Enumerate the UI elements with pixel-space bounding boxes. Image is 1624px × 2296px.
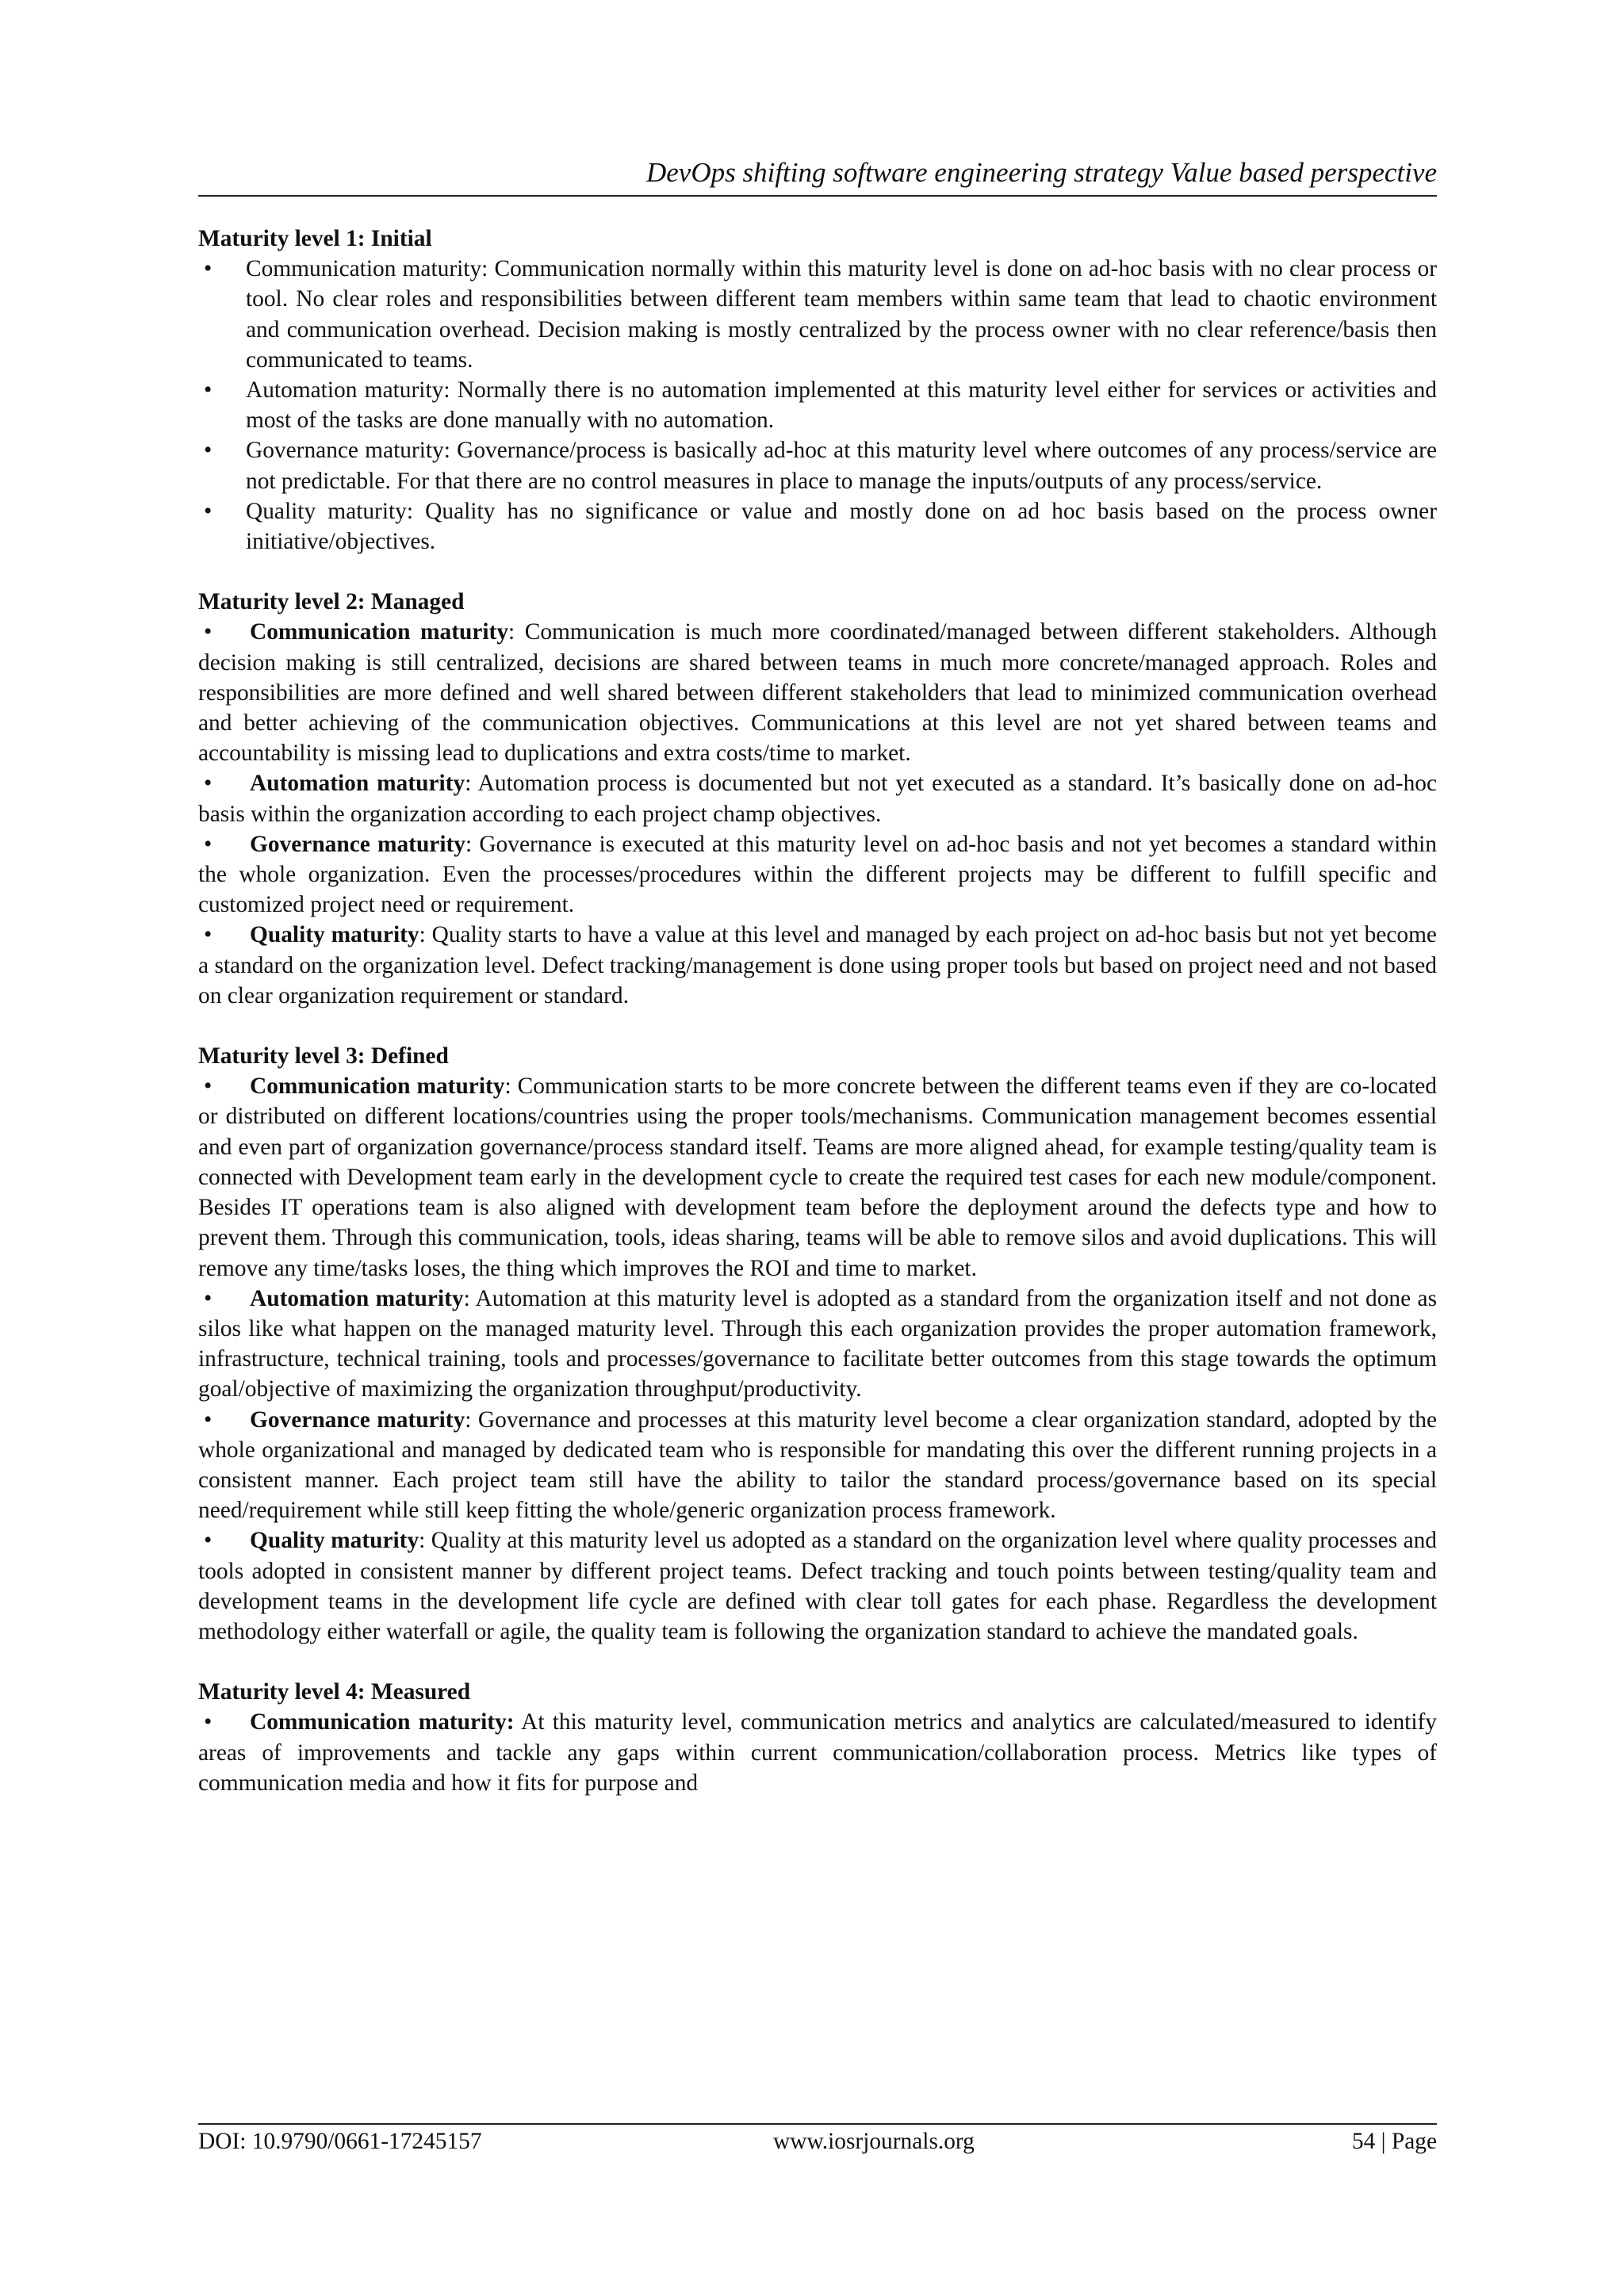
item-text: : Quality at this maturity level us adopted as a standard on the organization level where quality processes and tools adopted in consistent manner by different project teams. Defect tracking and touch points between testing/quality team and development teams in the development life cycle are defined with clear toll gates for each phase. Regardless the development methodology either waterfall or agile, the quality team is following the organization standard to achieve the mandated goals. xyxy=(198,1528,1438,1644)
list-item xyxy=(198,617,1437,768)
item-lead: Governance maturity xyxy=(250,831,465,857)
bullet-list xyxy=(198,254,1437,557)
bullet-icon: • xyxy=(204,438,213,464)
item-text: : Governance is executed at this maturity level on ad-hoc basis and not yet becomes a standard within the whole organization. Even the processes/procedures within the different projects may be different to fulfill specific and customized project need or requirement. xyxy=(198,831,1437,918)
item-text: : Quality starts to have a value at this level and managed by each project on ad-hoc basis but not yet become a standard on the organization level. Defect tracking/management is done using proper tools but based on project need and not based on clear organization requirement or standard. xyxy=(198,922,1437,1008)
bullet-icon: • xyxy=(204,771,213,797)
list-item xyxy=(198,375,1437,435)
list-item xyxy=(198,768,1437,828)
list-item xyxy=(198,920,1437,1011)
running-header: DevOps shifting software engineering strategy Value based perspective xyxy=(646,157,1437,188)
bullet-icon: • xyxy=(204,377,213,404)
body-content xyxy=(198,224,1437,1828)
bullet-icon: • xyxy=(204,1406,213,1433)
item-lead: Automation maturity xyxy=(250,771,465,797)
section-title: Maturity level 2: Managed xyxy=(198,589,465,615)
item-text: : Automation process is documented but not yet executed as a standard. It’s basically done on ad-hoc basis within the organization according to each project champ objectives. xyxy=(198,771,1438,827)
item-text: Governance maturity: Governance/process is basically ad-hoc at this maturity level where outcomes of any process/service are not predictable. For that there are no control measures in place to manage the inputs/outputs of any process/service. xyxy=(246,438,1437,494)
item-lead: Communication maturity: xyxy=(250,1709,515,1735)
section-level-1 xyxy=(198,224,1437,557)
header-rule xyxy=(198,195,1437,197)
item-text: Quality maturity: Quality has no significance or value and mostly done on ad hoc basis based on the process owner initiative/objectives. xyxy=(246,498,1437,555)
item-lead: Quality maturity xyxy=(250,1528,419,1554)
bullet-icon: • xyxy=(204,1285,213,1311)
list-item xyxy=(198,1707,1437,1798)
footer-doi: DOI: 10.9790/0661-17245157 xyxy=(198,2129,482,2154)
item-text: : Governance and processes at this maturity level become a clear organization standard, adopted by the whole organizational and managed by dedicated team who is responsible for mandating this over the different running projects in a consistent manner. Each project team still have the ability to tailor the standard process/governance based on its special need/requirement while still keep fitting the whole/generic organization process framework. xyxy=(198,1406,1438,1524)
list-item xyxy=(198,1405,1437,1526)
item-lead: Communication maturity xyxy=(250,619,509,645)
bullet-icon: • xyxy=(204,1528,213,1554)
footer-rule xyxy=(198,2123,1437,2125)
list-item xyxy=(198,1284,1437,1405)
paper-page xyxy=(198,0,1437,2296)
item-text: : Communication starts to be more concrete between the different teams even if they are co-located or distributed on different locations/countries using the proper tools/mechanisms. Communication management becomes essential and even part of organization governance/process standard itself. Teams are more aligned ahead, for example testing/quality team is connected with Development team early in the development cycle to create the required test cases for each new module/component. Besides IT operations team is also aligned with development team before the deployment around the defects type and how to prevent them. Through this communication, tools, ideas sharing, teams will be able to remove silos and avoid duplications. This will remove any time/tasks loses, the thing which improves the ROI and time to market. xyxy=(198,1073,1437,1281)
item-text: Automation maturity: Normally there is no automation implemented at this maturity level either for services or activities and most of the tasks are done manually with no automation. xyxy=(246,377,1437,434)
item-lead: Quality maturity xyxy=(250,922,419,948)
bullet-list xyxy=(198,1071,1437,1647)
item-text: : Communication is much more coordinated/managed between different stakeholders. Although decision making is still centralized, decisions are shared between teams in much more concrete/managed approach. Roles and responsibilities are more defined and well shared between different stakeholders that lead to minimized communication overhead and better achieving of the communication objectives. Communications at this level are not yet shared between teams and accountability is missing lead to duplications and extra costs/time to market. xyxy=(198,619,1437,767)
bullet-list xyxy=(198,1707,1437,1798)
section-level-2 xyxy=(198,587,1437,1011)
bullet-icon: • xyxy=(204,619,213,645)
list-item xyxy=(198,496,1437,557)
item-text: Communication maturity: Communication normally within this maturity level is done on ad-hoc basis with no clear process or tool. No clear roles and responsibilities between different team members within same team that lead to chaotic environment and communication overhead. Decision making is mostly centralized by the process owner with no clear reference/basis then communicated to teams. xyxy=(246,256,1437,373)
bullet-icon: • xyxy=(204,1709,213,1735)
list-item xyxy=(198,829,1437,920)
section-level-4 xyxy=(198,1677,1437,1798)
item-lead: Automation maturity xyxy=(250,1285,464,1311)
list-item xyxy=(198,1071,1437,1283)
section-title: Maturity level 1: Initial xyxy=(198,226,432,251)
item-lead: Communication maturity xyxy=(250,1073,505,1100)
list-item xyxy=(198,435,1437,496)
bullet-icon: • xyxy=(204,831,213,857)
item-text: At this maturity level, communication metrics and analytics are calculated/measured to identify areas of improvements and tackle any gaps within current communication/collaboration process. Metrics like types of communication media and how it fits for purpose and xyxy=(198,1709,1437,1796)
bullet-icon: • xyxy=(204,256,213,282)
bullet-list xyxy=(198,617,1437,1011)
footer-page-number: 54 | Page xyxy=(1351,2129,1437,2154)
bullet-icon: • xyxy=(204,922,213,948)
list-item xyxy=(198,1525,1437,1647)
section-level-3 xyxy=(198,1041,1437,1647)
section-title: Maturity level 4: Measured xyxy=(198,1679,471,1705)
footer-website: www.iosrjournals.org xyxy=(773,2129,975,2154)
item-text: : Automation at this maturity level is adopted as a standard from the organization itself and not done as silos like what happen on the managed maturity level. Through this each organization provides the proper automation framework, infrastructure, technical training, tools and processes/governance to facilitate better outcomes from this stage towards the optimum goal/objective of maximizing the organization throughput/productivity. xyxy=(198,1285,1438,1402)
section-title: Maturity level 3: Defined xyxy=(198,1043,449,1070)
list-item xyxy=(198,254,1437,375)
bullet-icon: • xyxy=(204,498,213,524)
bullet-icon: • xyxy=(204,1073,213,1100)
item-lead: Governance maturity xyxy=(250,1406,465,1433)
